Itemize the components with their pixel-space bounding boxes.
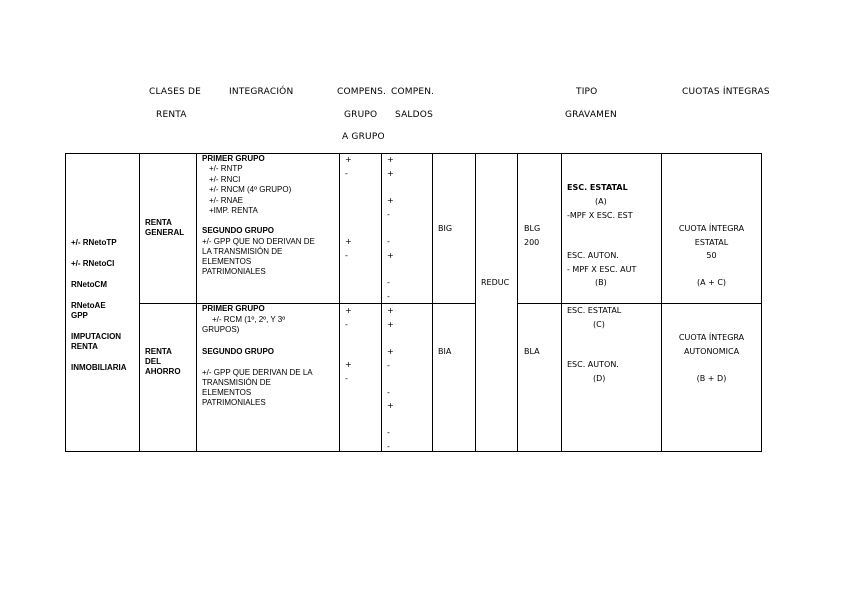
segundo-grupo-text: TRANSMISIÓN DE [202,378,271,387]
gravamen-line: ESC. ESTATAL [567,183,628,192]
gravamen-general-cell [562,154,662,304]
segundo-grupo-title: SEGUNDO GRUPO [202,226,275,235]
sign: + [387,251,394,260]
sign: + [387,401,394,410]
sign: - [387,388,390,397]
segundo-grupo-text: ELEMENTOS [202,388,252,397]
gravamen-line: ESC. ESTATAL [567,306,622,315]
gravamen-line: (D) [593,374,606,383]
renta-table [65,153,762,452]
renta-general-label-cell [140,154,197,304]
sign: - [387,237,390,246]
base-imponible-general: BIG [438,224,453,233]
cuota-line: AUTONOMICA [683,347,740,356]
integracion-item: +/- RNTP [209,164,243,173]
sign: + [387,306,394,315]
left-item: RNetoCM [71,280,107,289]
renta-ahorro-label: AHORRO [145,367,181,376]
renta-ahorro-label: RENTA [145,347,172,356]
cuota-estatal-cell [662,154,762,304]
sign: + [345,360,352,369]
cuota-line: (B + D) [696,374,727,383]
gravamen-line: -MPF X ESC. EST [567,211,633,220]
left-item: GPP [71,311,88,320]
cuota-line: (A + C) [696,278,727,287]
header-compens-3: A GRUPO [342,132,385,142]
integracion-item: GRUPOS) [202,325,240,334]
renta-ahorro-label-cell [140,304,197,452]
segundo-grupo-title: SEGUNDO GRUPO [202,347,275,356]
compens-ahorro-cell [340,304,382,452]
integracion-item: +IMP. RENTA [209,206,258,215]
gravamen-line: ESC. AUTON. [567,251,619,260]
renta-general-label: GENERAL [145,228,185,237]
base-liquidable-ahorro: BLA [524,347,540,356]
cuota-line: CUOTA ÍNTEGRA [678,333,745,342]
segundo-grupo-text: +/- GPP QUE NO DERIVAN DE [202,237,315,246]
reduc-cell [476,154,518,452]
integracion-ahorro-cell [197,304,340,452]
gravamen-line: ESC. AUTON. [567,360,619,369]
segundo-grupo-text: ELEMENTOS [202,257,252,266]
reduc-label: REDUC [481,278,510,287]
primer-grupo-title: PRIMER GRUPO [202,154,265,163]
sign: - [345,374,348,383]
integracion-item: +/- RNCI [209,175,241,184]
left-item: +/- RNetoTP [71,238,117,247]
left-item: +/- RNetoCI [71,259,115,268]
renta-ahorro-label: DEL [145,357,161,366]
sign: + [387,196,394,205]
segundo-grupo-text: PATRIMONIALES [202,398,266,407]
header-cuotas: CUOTAS ÍNTEGRAS [682,87,770,97]
sign: - [387,292,390,301]
compens-general-cell [340,154,382,304]
left-item: RENTA [71,342,98,351]
gravamen-line: - MPF X ESC. AUT [567,265,637,274]
left-column-cell [66,154,140,452]
segundo-grupo-text: PATRIMONIALES [202,267,266,276]
sign: + [345,306,352,315]
segundo-grupo-text: LA TRANSMISIÓN DE [202,247,283,256]
sign: - [387,278,390,287]
header-compen-1: COMPEN. [391,87,435,97]
sign: + [345,237,352,246]
sign: - [345,169,348,178]
left-item: INMOBILIARIA [71,363,127,372]
header-integracion: INTEGRACIÓN [229,87,294,97]
liquidable-general-cell [518,154,562,304]
integracion-item: +/- RNAE [209,196,244,205]
sign: + [345,155,352,164]
cuota-line: CUOTA ÍNTEGRA [678,224,745,233]
cuota-autonomica-cell [662,304,762,452]
base-liquidable-general-value: 200 [524,238,540,247]
base-imponible-ahorro: BIA [438,347,452,356]
cuota-line: 50 [706,251,717,260]
compen-general-cell [382,154,433,304]
integracion-item: +/- RNCM (4º GRUPO) [209,185,292,194]
integracion-item: +/- RCM (1º, 2º, Y 3º [212,315,286,324]
sign: - [387,210,390,219]
header-compens-2: GRUPO [344,110,378,120]
compen-ahorro-cell [382,304,433,452]
cuota-line: ESTATAL [694,238,729,247]
header-compens-1: COMPENS. [337,87,387,97]
sign: + [387,320,394,329]
left-item: RNetoAE [71,301,106,310]
header-clases-1: CLASES DE [149,87,202,97]
sign: + [387,347,394,356]
header-tipo-1: TIPO [576,87,598,97]
header-clases-2: RENTA [156,110,187,120]
base-liquidable-general: BLG [524,224,541,233]
segundo-grupo-text: +/- GPP QUE DERIVAN DE LA [202,368,313,377]
base-ahorro-cell [433,304,476,452]
sign: - [387,361,390,370]
integracion-general-cell [197,154,340,304]
liquidable-ahorro-cell [518,304,562,452]
sign: - [345,251,348,260]
gravamen-line: (B) [595,278,607,287]
sign: + [387,169,394,178]
left-item: IMPUTACION [71,332,122,341]
base-general-cell [433,154,476,304]
header-compen-2: SALDOS [395,110,433,120]
sign: - [387,442,390,451]
primer-grupo-title: PRIMER GRUPO [202,304,265,313]
sign: - [345,320,348,329]
renta-general-label: RENTA [145,218,172,227]
gravamen-line: (C) [593,320,605,329]
sign: - [387,428,390,437]
header-tipo-2: GRAVAMEN [565,110,617,120]
gravamen-line: (A) [595,197,607,206]
sign: + [387,155,394,164]
gravamen-ahorro-cell [562,304,662,452]
